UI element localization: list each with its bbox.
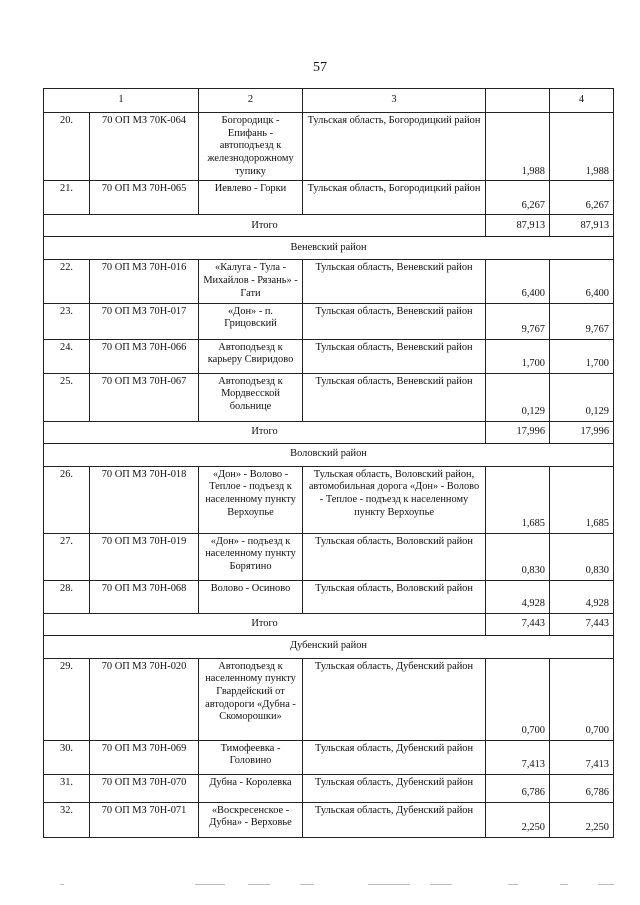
road-code: 70 ОП МЗ 70Н-065 <box>90 181 199 215</box>
road-location: Тульская область, Воловский район, автомобильная дорога «Дон» - Волово - Теплое - подъезд к населенному пункту Верхоупье <box>303 466 486 533</box>
road-location: Тульская область, Веневский район <box>303 303 486 339</box>
road-length: 1,988 <box>486 113 550 181</box>
road-code: 70 ОП МЗ 70Н-020 <box>90 658 199 740</box>
row-number: 29. <box>44 658 90 740</box>
road-length-total: 1,988 <box>550 113 614 181</box>
road-name: Дубна - Королевка <box>199 774 303 802</box>
road-code: 70 ОП МЗ 70Н-068 <box>90 580 199 613</box>
table-row <box>44 802 614 837</box>
header-col-3: 3 <box>303 89 486 113</box>
total-length: 17,996 <box>486 421 550 443</box>
road-code: 70 ОП МЗ 70Н-016 <box>90 260 199 303</box>
road-location: Тульская область, Дубенский район <box>303 740 486 774</box>
header-col-4: 4 <box>550 89 614 113</box>
row-number: 24. <box>44 339 90 373</box>
table-row <box>44 113 614 181</box>
road-length-total: 9,767 <box>550 303 614 339</box>
road-code: 70 ОП МЗ 70Н-071 <box>90 802 199 837</box>
table-row <box>44 181 614 215</box>
road-code: 70 ОП МЗ 70Н-067 <box>90 373 199 421</box>
road-name: Волово - Осиново <box>199 580 303 613</box>
road-length: 6,786 <box>486 774 550 802</box>
total-row <box>44 421 614 443</box>
road-name: Тимофеевка - Головино <box>199 740 303 774</box>
road-length-total: 7,413 <box>550 740 614 774</box>
page-number: 57 <box>313 60 327 75</box>
road-length: 0,129 <box>486 373 550 421</box>
district-row <box>44 635 614 658</box>
road-name: «Воскресенское - Дубна» - Верховье <box>199 802 303 837</box>
district-name: Веневский район <box>44 237 614 260</box>
road-location: Тульская область, Веневский район <box>303 373 486 421</box>
row-number: 30. <box>44 740 90 774</box>
table-row <box>44 533 614 580</box>
district-row <box>44 237 614 260</box>
road-length-total: 1,685 <box>550 466 614 533</box>
road-length: 1,700 <box>486 339 550 373</box>
road-code: 70 ОП МЗ 70Н-017 <box>90 303 199 339</box>
total-length-2: 17,996 <box>550 421 614 443</box>
total-label: Итого <box>44 215 486 237</box>
road-length-total: 1,700 <box>550 339 614 373</box>
road-length: 6,267 <box>486 181 550 215</box>
road-name: Богородицк - Епифань - автоподъезд к железнодорожному тупику <box>199 113 303 181</box>
road-location: Тульская область, Веневский район <box>303 339 486 373</box>
road-length-total: 0,700 <box>550 658 614 740</box>
road-location: Тульская область, Дубенский район <box>303 658 486 740</box>
road-name: «Калуга - Тула - Михайлов - Рязань» - Гати <box>199 260 303 303</box>
road-length-total: 0,129 <box>550 373 614 421</box>
road-name: «Дон» - п. Грицовский <box>199 303 303 339</box>
road-name: Автоподъезд к Мордвесской больнице <box>199 373 303 421</box>
road-length: 6,400 <box>486 260 550 303</box>
road-name: Иевлево - Горки <box>199 181 303 215</box>
header-row <box>44 89 614 113</box>
row-number: 26. <box>44 466 90 533</box>
row-number: 22. <box>44 260 90 303</box>
road-location: Тульская область, Дубенский район <box>303 774 486 802</box>
table-row <box>44 740 614 774</box>
table-row <box>44 580 614 613</box>
road-code: 70 ОП МЗ 70Н-018 <box>90 466 199 533</box>
road-length-total: 6,400 <box>550 260 614 303</box>
table-row <box>44 339 614 373</box>
total-row <box>44 613 614 635</box>
district-row <box>44 443 614 466</box>
table-row <box>44 303 614 339</box>
road-code: 70 ОП МЗ 70Н-019 <box>90 533 199 580</box>
road-code: 70 ОП МЗ 70Н-069 <box>90 740 199 774</box>
row-number: 21. <box>44 181 90 215</box>
road-location: Тульская область, Воловский район <box>303 580 486 613</box>
table-row <box>44 373 614 421</box>
road-length: 4,928 <box>486 580 550 613</box>
total-length-2: 87,913 <box>550 215 614 237</box>
road-length: 2,250 <box>486 802 550 837</box>
road-length-total: 2,250 <box>550 802 614 837</box>
total-label: Итого <box>44 421 486 443</box>
road-length: 9,767 <box>486 303 550 339</box>
total-length-2: 7,443 <box>550 613 614 635</box>
road-name: Автоподъезд к населенному пункту Гвардейский от автодороги «Дубна - Скоморошки» <box>199 658 303 740</box>
table-row <box>44 658 614 740</box>
row-number: 20. <box>44 113 90 181</box>
table-row <box>44 774 614 802</box>
district-name: Воловский район <box>44 443 614 466</box>
table-row <box>44 260 614 303</box>
roads-table <box>43 88 614 838</box>
total-length: 7,443 <box>486 613 550 635</box>
row-number: 28. <box>44 580 90 613</box>
district-name: Дубенский район <box>44 635 614 658</box>
road-length-total: 4,928 <box>550 580 614 613</box>
header-col-2: 2 <box>199 89 303 113</box>
road-location: Тульская область, Богородицкий район <box>303 113 486 181</box>
road-length: 0,830 <box>486 533 550 580</box>
road-length-total: 6,267 <box>550 181 614 215</box>
road-location: Тульская область, Воловский район <box>303 533 486 580</box>
header-col-1: 1 <box>44 89 199 113</box>
row-number: 27. <box>44 533 90 580</box>
row-number: 31. <box>44 774 90 802</box>
total-length: 87,913 <box>486 215 550 237</box>
table-row <box>44 466 614 533</box>
road-location: Тульская область, Богородицкий район <box>303 181 486 215</box>
row-number: 25. <box>44 373 90 421</box>
row-number: 32. <box>44 802 90 837</box>
road-location: Тульская область, Дубенский район <box>303 802 486 837</box>
scan-artifacts <box>0 884 640 886</box>
road-length-total: 6,786 <box>550 774 614 802</box>
road-length-total: 0,830 <box>550 533 614 580</box>
header-col-spacer <box>486 89 550 113</box>
total-row <box>44 215 614 237</box>
road-name: Автоподъезд к карьеру Свиридово <box>199 339 303 373</box>
row-number: 23. <box>44 303 90 339</box>
road-code: 70 ОП МЗ 70К-064 <box>90 113 199 181</box>
total-label: Итого <box>44 613 486 635</box>
road-location: Тульская область, Веневский район <box>303 260 486 303</box>
road-code: 70 ОП МЗ 70Н-066 <box>90 339 199 373</box>
road-length: 0,700 <box>486 658 550 740</box>
road-length: 1,685 <box>486 466 550 533</box>
road-length: 7,413 <box>486 740 550 774</box>
road-name: «Дон» - Волово - Теплое - подъезд к населенному пункту Верхоупье <box>199 466 303 533</box>
road-name: «Дон» - подъезд к населенному пункту Борятино <box>199 533 303 580</box>
road-code: 70 ОП МЗ 70Н-070 <box>90 774 199 802</box>
